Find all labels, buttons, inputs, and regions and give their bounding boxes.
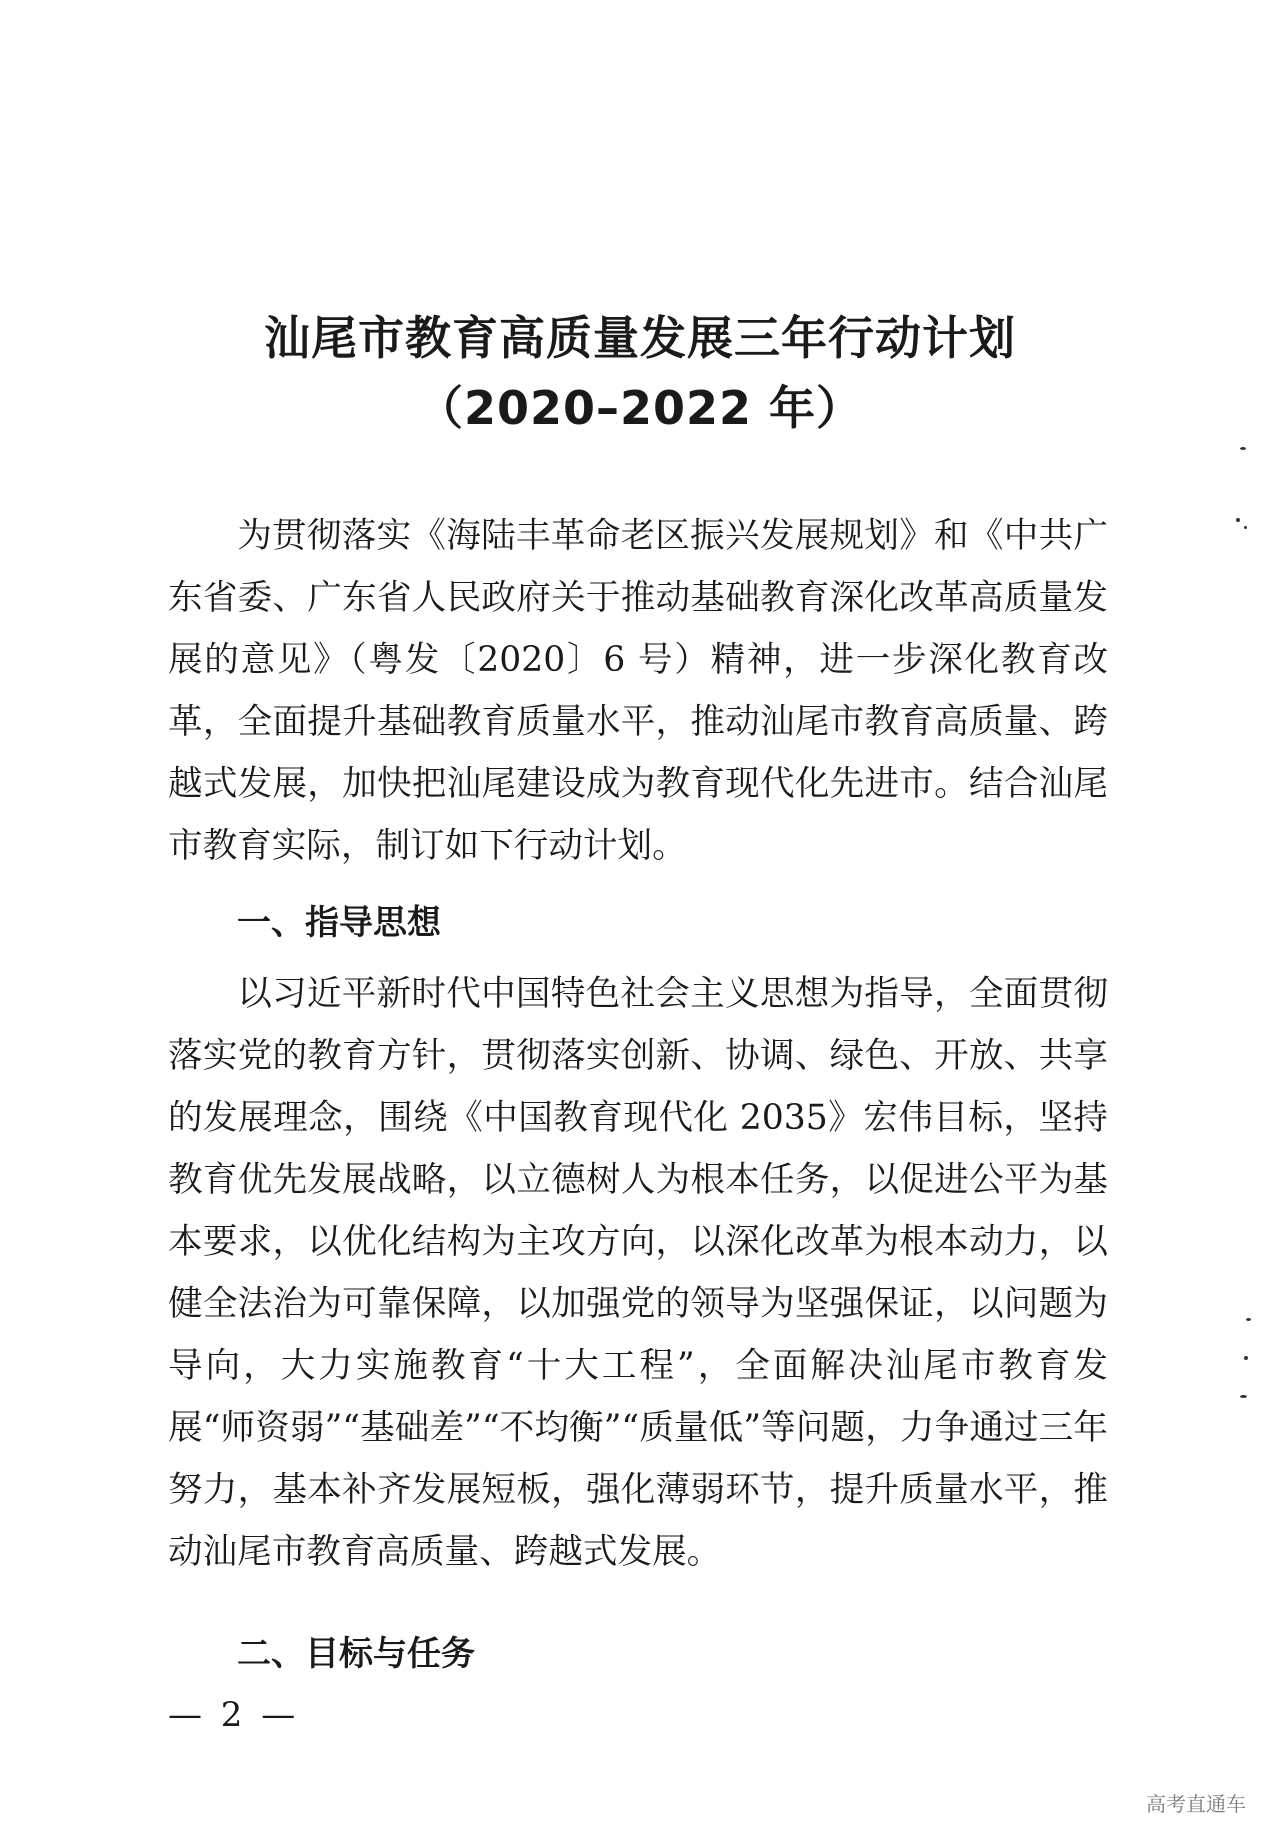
guiding-ideology-paragraph: 以习近平新时代中国特色社会主义思想为指导，全面贯彻落实党的教育方针，贯彻落实创新、协调、绿色、开放、共享的发展理念，围绕《中国教育现代化 2035》宏伟目标，坚持教育优先发展战略，以立德树人为根本任务，以促进公平为基本要求，以优化结构为主攻方向，以深化改革为根本动力，以健全法治为可靠保障，以加强党的领导为坚强保证，以问题为导向，大力实施教育“十大工程”，全面解决汕尾市教育发展“师资弱”“基础差”“不均衡”“质量低”等问题，力争通过三年努力，基本补齐发展短板，强化薄弱环节，提升质量水平，推动汕尾市教育高质量、跨越式发展。	[168, 974, 1108, 1572]
page-number: — 2 —	[168, 1695, 300, 1735]
document-title: 汕尾市教育高质量发展三年行动计划	[264, 311, 1016, 365]
scan-speck	[1244, 526, 1247, 529]
section-heading-guiding-ideology: 一、指导思想	[237, 903, 441, 943]
watermark: 高考直通车	[1146, 1792, 1246, 1816]
scan-speck	[1244, 1356, 1248, 1360]
scan-speck	[1236, 518, 1240, 522]
scan-speck	[1240, 447, 1246, 450]
scan-speck	[1246, 1318, 1251, 1321]
section-heading-goals-tasks: 二、目标与任务	[237, 1634, 475, 1674]
scan-speck	[1240, 1395, 1247, 1398]
document-subtitle-years: （2020–2022 年）	[416, 381, 864, 435]
intro-paragraph: 为贯彻落实《海陆丰革命老区振兴发展规划》和《中共广东省委、广东省人民政府关于推动基础教育深化改革高质量发展的意见》（粤发〔2020〕6 号）精神，进一步深化教育改革，全面提升基础教育质量水平，推动汕尾市教育高质量、跨越式发展，加快把汕尾建设成为教育现代化先进市。结合汕尾市教育实际，制订如下行动计划。	[168, 516, 1108, 866]
